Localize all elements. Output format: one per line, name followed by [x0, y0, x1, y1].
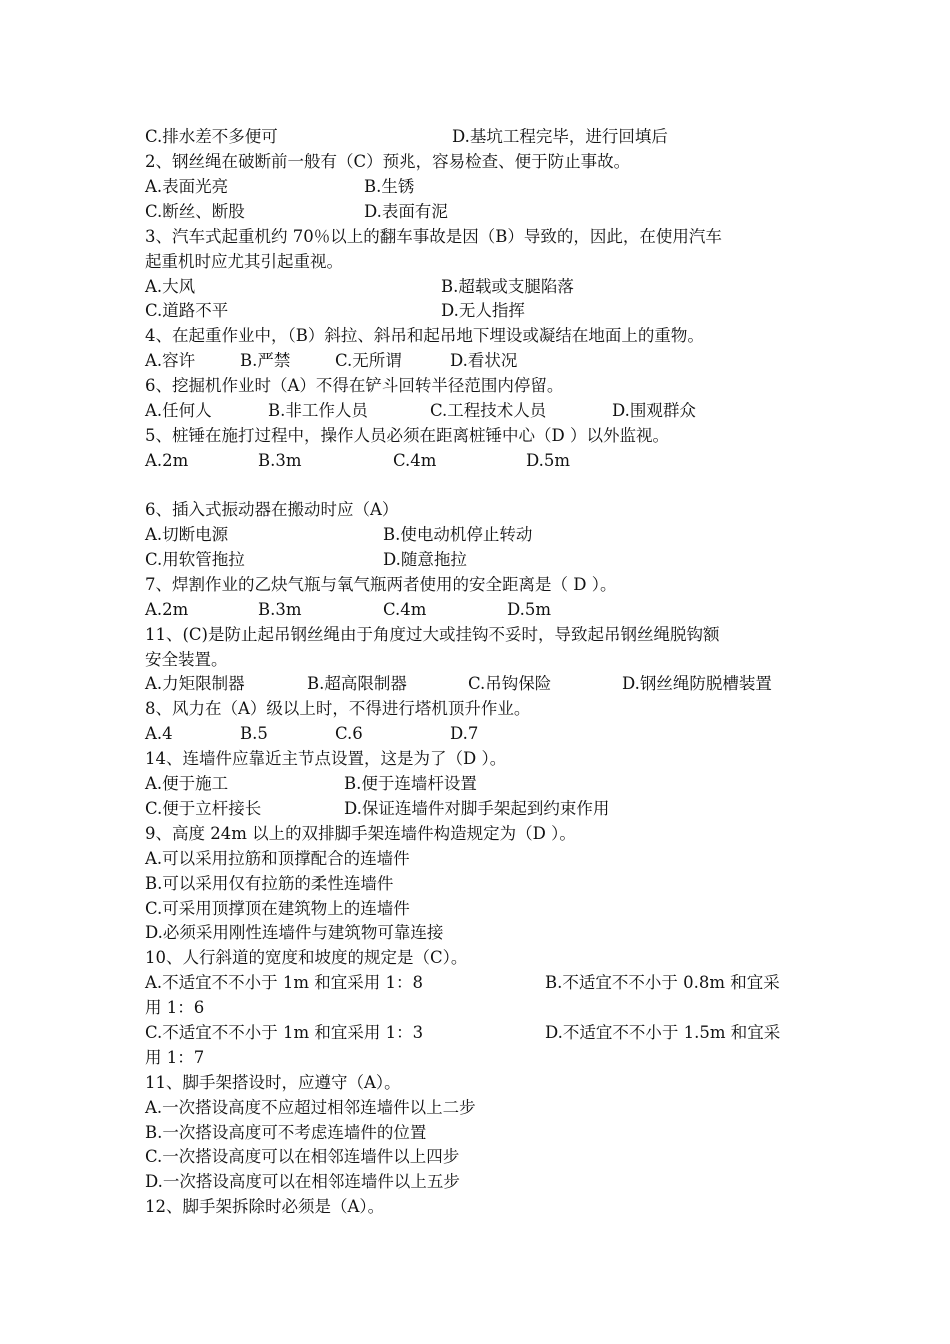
text-line: 9、高度 24m 以上的双排脚手架连墙件构造规定为（D ）。 — [145, 824, 576, 843]
answer-option: D.基坑工程完毕，进行回填后 — [452, 127, 668, 146]
answer-option: B.非工作人员 — [268, 401, 368, 420]
text-line: 3、汽车式起重机约 70％以上的翻车事故是因（B）导致的，因此，在使用汽车 — [145, 227, 722, 246]
answer-option: D.看状况 — [450, 351, 518, 370]
text-line: C.可采用顶撑顶在建筑物上的连墙件 — [145, 899, 410, 918]
answer-option: C.工程技术人员 — [430, 401, 547, 420]
text-line: 8、风力在（A）级以上时，不得进行塔机顶升作业。 — [145, 699, 531, 718]
answer-option: B.超高限制器 — [307, 674, 407, 693]
text-line: 5、桩锤在施打过程中，操作人员必须在距离桩锤中心（D ）以外监视。 — [145, 426, 669, 445]
text-line: 6、插入式振动器在搬动时应（A） — [145, 500, 399, 519]
answer-option: D.7 — [450, 724, 479, 743]
text-line: 起重机时应尤其引起重视。 — [145, 252, 343, 271]
answer-option: D.随意拖拉 — [383, 550, 467, 569]
text-line: 7、焊割作业的乙炔气瓶与氧气瓶两者使用的安全距离是（ D ）。 — [145, 575, 617, 594]
answer-option: A.不适宜不不小于 1m 和宜采用 1：8 — [145, 973, 424, 992]
text-line: A.可以采用拉筋和顶撑配合的连墙件 — [145, 849, 410, 868]
text-line: A.一次搭设高度不应超过相邻连墙件以上二步 — [145, 1098, 476, 1117]
answer-option: C.无所谓 — [335, 351, 402, 370]
answer-option: B.超载或支腿陷落 — [441, 277, 574, 296]
text-line: 2、钢丝绳在破断前一般有（C）预兆，容易检查、便于防止事故。 — [145, 152, 631, 171]
answer-option: D.钢丝绳防脱槽装置 — [622, 674, 772, 693]
text-line: 11、脚手架搭设时，应遵守（A）。 — [145, 1073, 401, 1092]
text-line: 用 1：7 — [145, 1048, 205, 1067]
answer-option: A.力矩限制器 — [145, 674, 245, 693]
answer-option: C.4m — [393, 451, 437, 470]
answer-option: D.无人指挥 — [441, 301, 525, 320]
text-line: 安全装置。 — [145, 650, 228, 669]
text-line: D.必须采用刚性连墙件与建筑物可靠连接 — [145, 923, 444, 942]
answer-option: D.5m — [526, 451, 571, 470]
answer-option: C.不适宜不不小于 1m 和宜采用 1：3 — [145, 1023, 424, 1042]
answer-option: A.表面光亮 — [145, 177, 229, 196]
answer-option: D.不适宜不不小于 1.5m 和宜采 — [545, 1023, 781, 1042]
answer-option: A.大风 — [145, 277, 196, 296]
text-line: B.可以采用仅有拉筋的柔性连墙件 — [145, 874, 394, 893]
text-line: D.一次搭设高度可以在相邻连墙件以上五步 — [145, 1172, 460, 1191]
answer-option: B.便于连墙杆设置 — [344, 774, 477, 793]
answer-option: C.断丝、断股 — [145, 202, 245, 221]
answer-option: B.使电动机停止转动 — [383, 525, 533, 544]
answer-option: C.4m — [383, 600, 427, 619]
answer-option: D.保证连墙件对脚手架起到约束作用 — [344, 799, 610, 818]
answer-option: D.5m — [507, 600, 552, 619]
text-line: 4、在起重作业中，（B）斜拉、斜吊和起吊地下埋设或凝结在地面上的重物。 — [145, 326, 704, 345]
answer-option: B.不适宜不不小于 0.8m 和宜采 — [545, 973, 780, 992]
answer-option: A.2m — [145, 451, 189, 470]
answer-option: D.围观群众 — [612, 401, 696, 420]
answer-option: A.切断电源 — [145, 525, 229, 544]
answer-option: A.4 — [145, 724, 173, 743]
answer-option: B.严禁 — [240, 351, 291, 370]
text-line: 12、脚手架拆除时必须是（A）。 — [145, 1197, 385, 1216]
answer-option: A.任何人 — [145, 401, 212, 420]
answer-option: C.道路不平 — [145, 301, 229, 320]
text-line: 10、人行斜道的宽度和坡度的规定是（C）。 — [145, 948, 468, 967]
answer-option: D.表面有泥 — [364, 202, 448, 221]
answer-option: B.3m — [258, 600, 302, 619]
answer-option: A.2m — [145, 600, 189, 619]
text-line: 14、连墙件应靠近主节点设置，这是为了（D ）。 — [145, 749, 507, 768]
answer-option: C.吊钩保险 — [468, 674, 552, 693]
text-line: 11、(C)是防止起吊钢丝绳由于角度过大或挂钩不妥时，导致起吊钢丝绳脱钩额 — [145, 625, 720, 644]
text-line: 6、挖掘机作业时（A）不得在铲斗回转半径范围内停留。 — [145, 376, 564, 395]
answer-option: B.生锈 — [364, 177, 415, 196]
text-line: 用 1：6 — [145, 998, 205, 1017]
text-line: C.一次搭设高度可以在相邻连墙件以上四步 — [145, 1147, 460, 1166]
answer-option: C.用软管拖拉 — [145, 550, 245, 569]
answer-option: A.容许 — [145, 351, 196, 370]
answer-option: C.便于立杆接长 — [145, 799, 262, 818]
answer-option: B.5 — [240, 724, 268, 743]
answer-option: B.3m — [258, 451, 302, 470]
text-line: B.一次搭设高度可不考虑连墙件的位置 — [145, 1123, 427, 1142]
answer-option: C.排水差不多便可 — [145, 127, 278, 146]
answer-option: A.便于施工 — [145, 774, 229, 793]
answer-option: C.6 — [335, 724, 363, 743]
